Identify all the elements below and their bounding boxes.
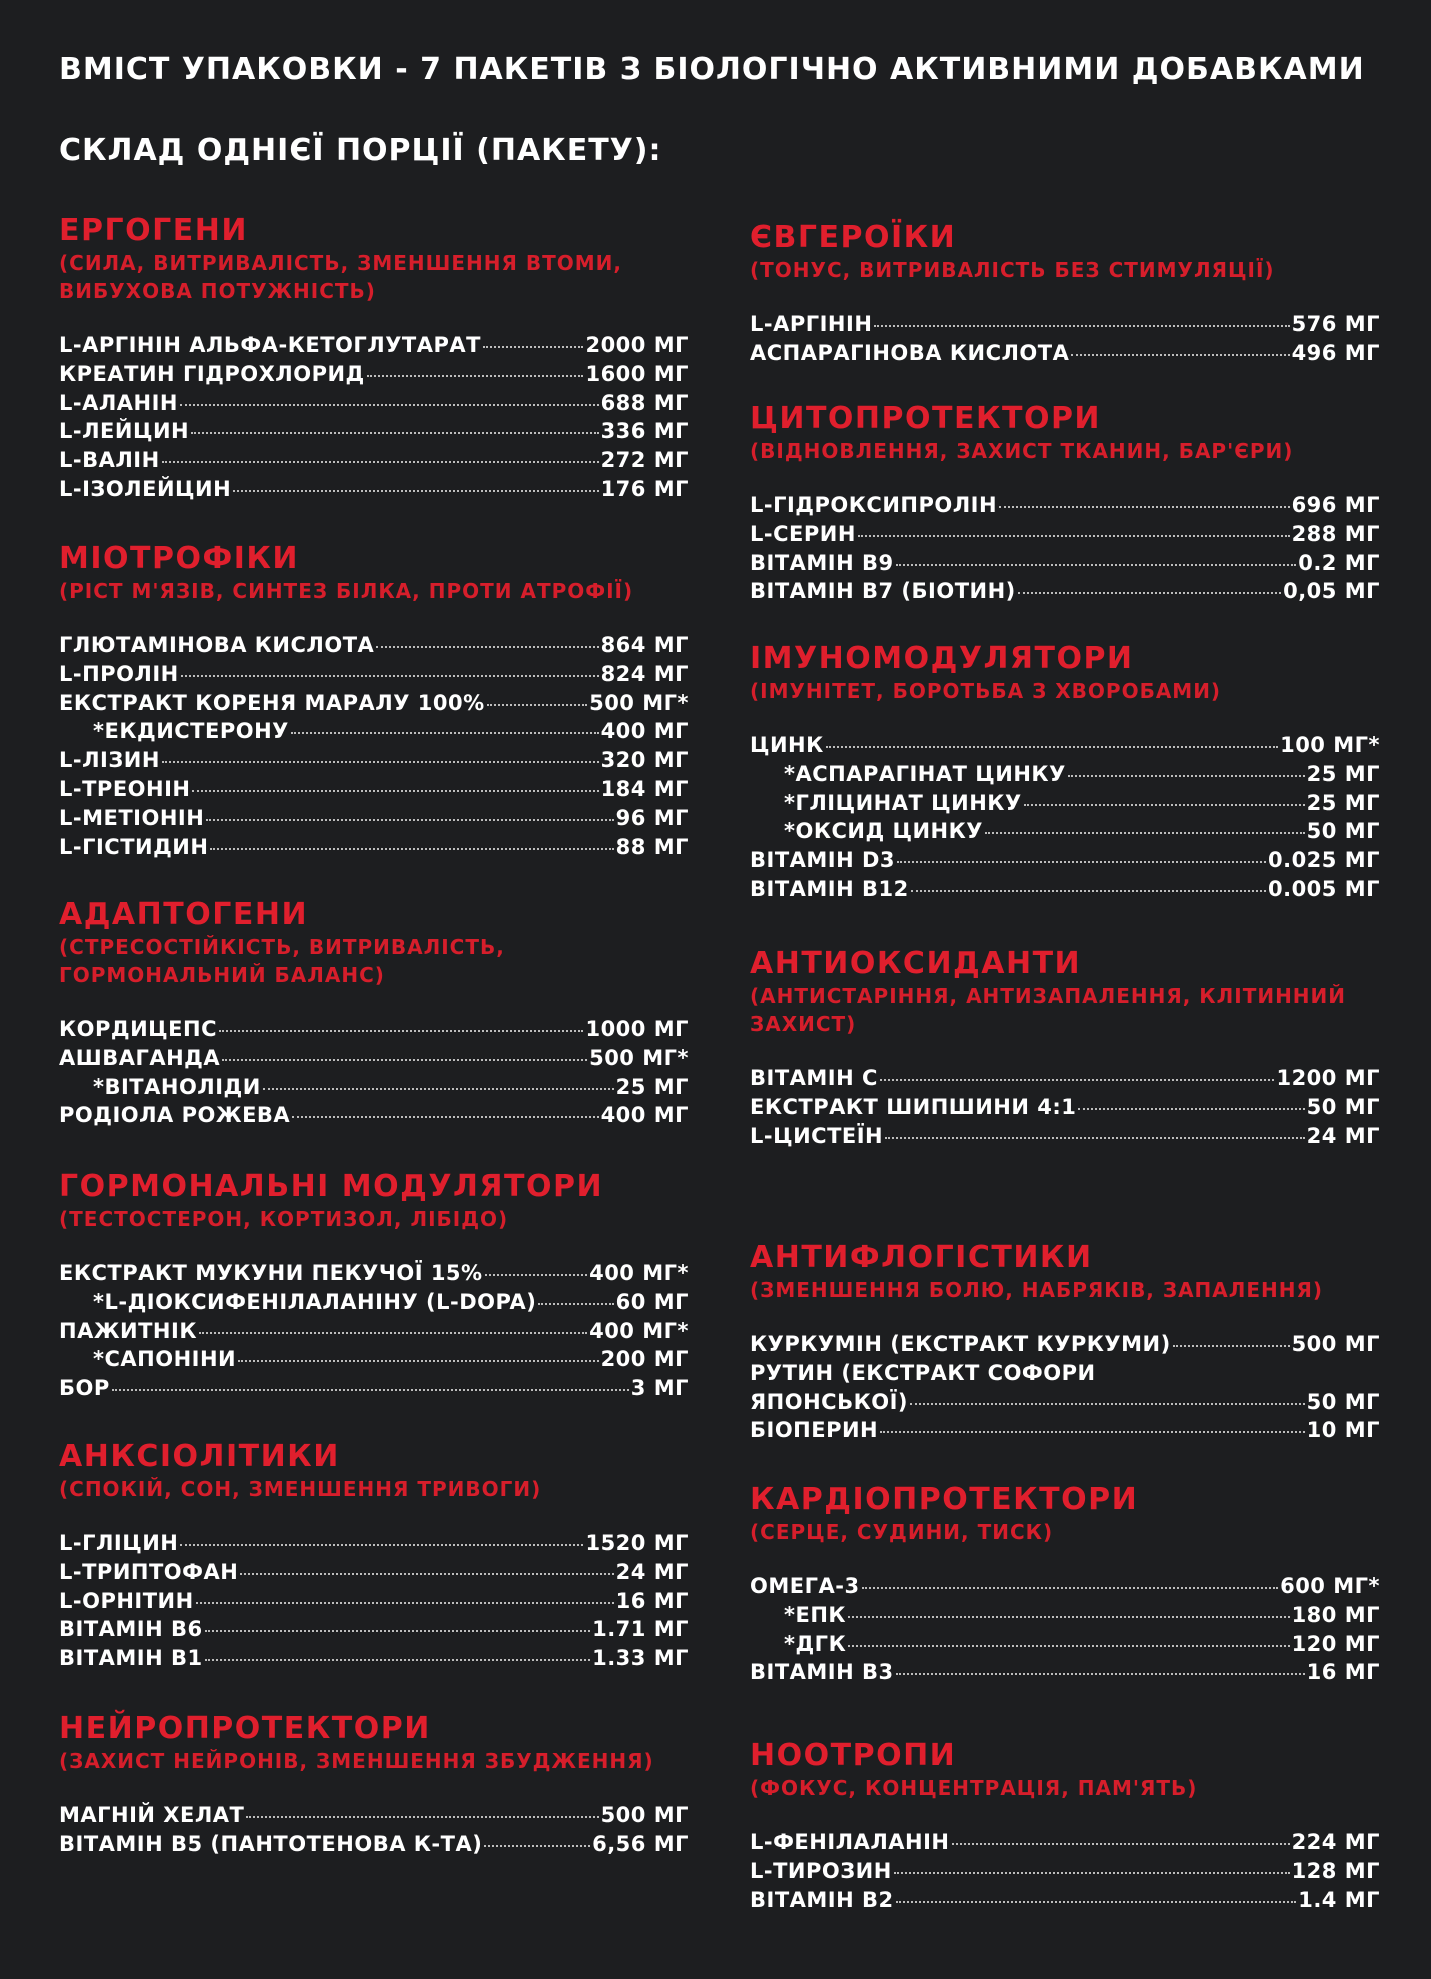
ingredient-amount: 824 МГ <box>600 661 689 686</box>
ingredient-name: КОРДИЦЕПС <box>59 1017 218 1041</box>
ingredient-name: L-ЛІЗИН <box>59 748 160 773</box>
ingredient-name: *ЕКДИСТЕРОНУ <box>93 719 289 744</box>
ingredient-subrow <box>750 817 1380 846</box>
ingredient-amount: 1200 МГ <box>1276 1066 1380 1090</box>
ingredient-name: ВІТАМІН В7 (БІОТИН) <box>750 579 1016 604</box>
dot-leader <box>199 1332 587 1334</box>
category-section <box>750 641 1380 904</box>
ingredient-row <box>59 1374 689 1403</box>
ingredient-row <box>750 577 1380 606</box>
dot-leader <box>487 704 587 706</box>
ingredient-name: ЕКСТРАКТ ШИПШИНИ 4:1 <box>750 1094 1077 1119</box>
ingredient-row <box>750 339 1380 368</box>
category-section <box>750 401 1380 606</box>
category-section <box>750 1482 1380 1687</box>
ingredient-name: ЕКСТРАКТ КОРЕНЯ МАРАЛУ 100% <box>59 690 485 715</box>
dot-leader <box>896 1901 1297 1903</box>
ingredient-name: КУРКУМІН (ЕКСТРАКТ КУРКУМИ) <box>750 1332 1171 1356</box>
category-title: КАРДІОПРОТЕКТОРИ <box>750 1482 1139 1517</box>
ingredient-row <box>59 833 689 862</box>
ingredient-row <box>59 475 689 504</box>
ingredient-row <box>750 520 1380 549</box>
category-section <box>59 897 689 1130</box>
ingredient-row <box>750 846 1380 875</box>
ingredient-name: L-ТИРОЗИН <box>750 1858 892 1883</box>
dot-leader <box>162 761 599 763</box>
ingredient-amount: 1.33 МГ <box>592 1646 689 1671</box>
category-subtitle: (ТОНУС, ВИТРИВАЛІСТЬ БЕЗ СТИМУЛЯЦІЇ) <box>750 258 1275 282</box>
dot-leader <box>210 848 613 850</box>
ingredient-amount: 400 МГ* <box>589 1261 689 1285</box>
ingredient-amount: 320 МГ <box>600 748 689 773</box>
ingredient-name: ПАЖИТНІК <box>59 1318 197 1343</box>
category-section <box>59 1439 689 1673</box>
ingredient-row <box>59 1529 689 1558</box>
dot-leader <box>897 861 1266 863</box>
ingredient-name: L-ЛЕЙЦИН <box>59 419 190 444</box>
category-title: ГОРМОНАЛЬНІ МОДУЛЯТОРИ <box>59 1169 604 1204</box>
ingredient-name: ВІТАМІН В2 <box>750 1887 894 1912</box>
category-subtitle: (ТЕСТОСТЕРОН, КОРТИЗОЛ, ЛІБІДО) <box>59 1207 509 1231</box>
ingredient-amount: 500 МГ <box>1291 1332 1380 1356</box>
dot-leader <box>205 1659 590 1661</box>
ingredient-row <box>59 389 689 418</box>
category-title: ІМУНОМОДУЛЯТОРИ <box>750 641 1134 676</box>
ingredient-name: *ГЛІЦИНАТ ЦИНКУ <box>784 790 1022 815</box>
dot-leader <box>376 646 598 648</box>
ingredient-name: L-МЕТІОНІН <box>59 805 205 830</box>
ingredient-row <box>750 1828 1380 1857</box>
dot-leader <box>538 1303 613 1305</box>
ingredient-name: L-ІЗОЛЕЙЦИН <box>59 476 232 501</box>
dot-leader <box>367 375 584 377</box>
dot-leader <box>192 790 598 792</box>
category-section <box>750 1240 1380 1445</box>
ingredient-row <box>59 804 689 833</box>
ingredient-list <box>59 1529 689 1673</box>
category-subtitle: (ЗМЕНШЕННЯ БОЛЮ, НАБРЯКІВ, ЗАПАЛЕННЯ) <box>750 1278 1324 1302</box>
ingredient-amount: 500 МГ* <box>589 690 689 715</box>
dot-leader <box>999 506 1290 508</box>
ingredient-subrow <box>750 1630 1380 1659</box>
ingredient-amount: 272 МГ <box>600 448 689 473</box>
ingredient-name: ВІТАМІН В9 <box>750 550 894 575</box>
category-title: АНКСІОЛІТИКИ <box>59 1439 340 1474</box>
ingredient-amount: 50 МГ <box>1306 1094 1380 1119</box>
ingredient-amount: 25 МГ <box>1306 790 1380 815</box>
ingredient-row <box>59 360 689 389</box>
ingredient-amount: 496 МГ <box>1291 340 1380 365</box>
category-title: АДАПТОГЕНИ <box>59 897 309 932</box>
category-subtitle: (РІСТ М'ЯЗІВ, СИНТЕЗ БІЛКА, ПРОТИ АТРОФІЇ) <box>59 579 634 603</box>
ingredient-list <box>750 1064 1380 1150</box>
ingredient-subrow <box>750 789 1380 818</box>
ingredient-subrow <box>59 1345 689 1374</box>
ingredient-row <box>750 1572 1380 1601</box>
ingredient-name: *L-ДІОКСИФЕНІЛАЛАНІНУ (L-DOPA) <box>93 1289 537 1314</box>
ingredient-amount: 24 МГ <box>1306 1123 1380 1148</box>
ingredient-row <box>750 310 1380 339</box>
ingredient-amount: 688 МГ <box>600 390 689 415</box>
ingredient-name: ЕКСТРАКТ МУКУНИ ПЕКУЧОЇ 15% <box>59 1261 483 1285</box>
ingredient-name: ВІТАМІН В12 <box>750 876 909 901</box>
ingredient-amount: 25 МГ <box>615 1074 689 1099</box>
ingredient-list <box>750 1828 1380 1914</box>
ingredient-list <box>59 1259 689 1403</box>
ingredient-amount: 25 МГ <box>1306 761 1380 786</box>
ingredient-amount: 2000 МГ <box>585 333 689 357</box>
ingredient-amount: 16 МГ <box>1306 1660 1380 1685</box>
dot-leader <box>880 1431 1305 1433</box>
ingredient-amount: 50 МГ <box>1306 1389 1380 1414</box>
ingredient-amount: 100 МГ* <box>1280 733 1380 757</box>
document-title: ВМІСТ УПАКОВКИ - 7 ПАКЕТІВ З БІОЛОГІЧНО АКТИВНИМИ ДОБАВКАМИ <box>59 52 1365 87</box>
ingredient-amount: 500 МГ <box>600 1803 689 1827</box>
ingredient-amount: 128 МГ <box>1291 1858 1380 1883</box>
category-section <box>59 1169 689 1403</box>
ingredient-name: L-ГІСТИДИН <box>59 834 209 859</box>
dot-leader <box>896 564 1297 566</box>
ingredient-name: L-ВАЛІН <box>59 448 160 473</box>
ingredient-amount: 864 МГ <box>600 633 689 657</box>
dot-leader <box>196 1602 614 1604</box>
dot-leader <box>291 732 599 734</box>
dot-leader <box>1071 354 1289 356</box>
ingredient-amount: 500 МГ* <box>589 1045 689 1070</box>
dot-leader <box>181 675 599 677</box>
ingredient-name: ВІТАМІН В6 <box>59 1617 203 1642</box>
ingredient-row <box>59 1015 689 1044</box>
dot-leader <box>205 1630 590 1632</box>
dot-leader <box>484 1845 590 1847</box>
ingredient-name: *ЕПК <box>784 1602 847 1627</box>
dot-leader <box>910 1403 1305 1405</box>
dot-leader <box>985 832 1305 834</box>
dot-leader <box>180 1544 583 1546</box>
ingredient-name: ВІТАМІН В3 <box>750 1660 894 1685</box>
ingredient-name: L-ТРЕОНІН <box>59 776 191 801</box>
ingredient-subrow <box>59 1073 689 1102</box>
ingredient-name: L-ОРНІТИН <box>59 1588 194 1613</box>
ingredient-amount: 60 МГ <box>615 1289 689 1314</box>
category-title: ЄВГЕРОЇКИ <box>750 220 957 255</box>
dot-leader <box>1068 775 1305 777</box>
ingredient-name: РУТИН (ЕКСТРАКТ СОФОРИ <box>750 1360 1096 1385</box>
dot-leader <box>240 1573 613 1575</box>
ingredient-row <box>750 1388 1380 1417</box>
category-section <box>59 213 689 504</box>
ingredient-list <box>59 631 689 861</box>
ingredient-amount: 3 МГ <box>630 1376 689 1401</box>
ingredient-amount: 696 МГ <box>1291 493 1380 517</box>
ingredient-row <box>59 660 689 689</box>
dot-leader <box>263 1088 614 1090</box>
ingredient-amount: 0.2 МГ <box>1298 550 1380 575</box>
dot-leader <box>1018 592 1281 594</box>
ingredient-name: L-ГІДРОКСИПРОЛІН <box>750 493 998 517</box>
dot-leader <box>1078 1108 1304 1110</box>
dot-leader <box>180 404 599 406</box>
ingredient-row <box>59 775 689 804</box>
dot-leader <box>874 325 1289 327</box>
category-title: НЕЙРОПРОТЕКТОРИ <box>59 1711 431 1746</box>
dot-leader <box>1024 804 1305 806</box>
dot-leader <box>862 1587 1279 1589</box>
ingredient-name: МАГНІЙ ХЕЛАТ <box>59 1803 245 1827</box>
ingredient-amount: 1.4 МГ <box>1298 1887 1380 1912</box>
ingredient-row <box>750 1122 1380 1151</box>
dot-leader <box>848 1645 1289 1647</box>
ingredient-name: L-АРГІНІН <box>750 312 873 336</box>
dot-leader <box>485 1274 587 1276</box>
ingredient-name: L-ПРОЛІН <box>59 661 179 686</box>
ingredient-amount: 16 МГ <box>615 1588 689 1613</box>
ingredient-name: *ДГК <box>784 1631 847 1656</box>
ingredient-name: БОР <box>59 1376 110 1401</box>
category-title: НООТРОПИ <box>750 1738 957 1773</box>
ingredient-row <box>59 746 689 775</box>
ingredient-row <box>59 689 689 718</box>
ingredient-amount: 0.005 МГ <box>1267 876 1380 901</box>
ingredient-amount: 288 МГ <box>1291 521 1380 546</box>
category-section <box>750 946 1380 1150</box>
ingredient-row <box>59 1317 689 1346</box>
ingredient-amount: 400 МГ* <box>589 1318 689 1343</box>
category-section <box>750 1738 1380 1914</box>
ingredient-row <box>750 1093 1380 1122</box>
ingredient-row <box>750 875 1380 904</box>
ingredient-row <box>59 1587 689 1616</box>
ingredient-amount: 50 МГ <box>1306 819 1380 844</box>
ingredient-row <box>750 491 1380 520</box>
ingredient-amount: 224 МГ <box>1291 1830 1380 1854</box>
category-subtitle: (ЗАХИСТ НЕЙРОНІВ, ЗМЕНШЕННЯ ЗБУДЖЕННЯ) <box>59 1749 654 1773</box>
ingredient-name: АШВАГАНДА <box>59 1045 221 1070</box>
category-section <box>59 541 689 861</box>
ingredient-name: РОДІОЛА РОЖЕВА <box>59 1103 291 1128</box>
ingredient-row <box>59 631 689 660</box>
ingredient-amount: 88 МГ <box>615 834 689 859</box>
serving-heading: СКЛАД ОДНІЄЇ ПОРЦІЇ (ПАКЕТУ): <box>59 133 662 168</box>
dot-leader <box>191 432 598 434</box>
ingredient-row <box>750 1064 1380 1093</box>
ingredient-list <box>59 1015 689 1130</box>
ingredient-row <box>750 1658 1380 1687</box>
category-subtitle: (СТРЕСОСТІЙКІСТЬ, ВИТРИВАЛІСТЬ, ГОРМОНАЛЬНИЙ БАЛАНС) <box>59 935 505 987</box>
dot-leader <box>112 1389 629 1391</box>
ingredient-list <box>59 1801 689 1859</box>
ingredient-name: ОМЕГА-3 <box>750 1574 860 1598</box>
dot-leader <box>233 490 598 492</box>
ingredient-name: *ВІТАНОЛІДИ <box>93 1074 261 1099</box>
ingredient-name: *ОКСИД ЦИНКУ <box>784 819 983 844</box>
ingredient-list <box>750 310 1380 368</box>
ingredient-name: АСПАРАГІНОВА КИСЛОТА <box>750 340 1070 365</box>
ingredient-name: ГЛЮТАМІНОВА КИСЛОТА <box>59 633 375 657</box>
ingredient-amount: 24 МГ <box>615 1559 689 1584</box>
dot-leader <box>894 1872 1290 1874</box>
ingredient-amount: 600 МГ* <box>1280 1574 1380 1598</box>
ingredient-list <box>750 1572 1380 1687</box>
ingredient-amount: 1000 МГ <box>585 1017 689 1041</box>
ingredient-name: ЯПОНСЬКОЇ) <box>750 1389 909 1414</box>
ingredient-amount: 400 МГ <box>600 1103 689 1128</box>
dot-leader <box>246 1816 598 1818</box>
category-title: АНТИОКСИДАНТИ <box>750 946 1082 981</box>
ingredient-row <box>59 1644 689 1673</box>
category-subtitle: (ФОКУС, КОНЦЕНТРАЦІЯ, ПАМ'ЯТЬ) <box>750 1776 1198 1800</box>
ingredient-name: L-ФЕНІЛАЛАНІН <box>750 1830 950 1854</box>
category-section <box>59 1711 689 1859</box>
category-title: АНТИФЛОГІСТИКИ <box>750 1240 1093 1275</box>
ingredient-amount: 1.71 МГ <box>592 1617 689 1642</box>
dot-leader <box>911 890 1266 892</box>
ingredient-amount: 6,56 МГ <box>592 1831 689 1856</box>
category-title: ЦИТОПРОТЕКТОРИ <box>750 401 1102 436</box>
ingredient-amount: 1600 МГ <box>585 361 689 386</box>
dot-leader <box>885 1137 1305 1139</box>
ingredient-name: L-АЛАНІН <box>59 390 179 415</box>
ingredient-row <box>59 417 689 446</box>
ingredient-row <box>59 331 689 360</box>
ingredient-name: ВІТАМІН В1 <box>59 1646 203 1671</box>
ingredient-name: *АСПАРАГІНАТ ЦИНКУ <box>784 761 1066 786</box>
ingredient-name: L-ЦИСТЕЇН <box>750 1123 884 1148</box>
ingredient-amount: 0.025 МГ <box>1267 848 1380 873</box>
ingredient-name: L-СЕРИН <box>750 521 856 546</box>
ingredient-row <box>750 1359 1380 1388</box>
dot-leader <box>896 1673 1305 1675</box>
category-title: МІОТРОФІКИ <box>59 541 300 576</box>
dot-leader <box>848 1616 1289 1618</box>
ingredient-list <box>750 731 1380 904</box>
ingredient-row <box>59 1044 689 1073</box>
ingredient-row <box>59 1830 689 1859</box>
category-subtitle: (СЕРЦЕ, СУДИНИ, ТИСК) <box>750 1520 1054 1544</box>
ingredient-name: ЦИНК <box>750 733 824 757</box>
ingredient-row <box>59 1615 689 1644</box>
ingredient-name: КРЕАТИН ГІДРОХЛОРИД <box>59 361 365 386</box>
ingredient-amount: 180 МГ <box>1291 1602 1380 1627</box>
ingredient-subrow <box>750 760 1380 789</box>
ingredient-row <box>59 1259 689 1288</box>
dot-leader <box>880 1079 1275 1081</box>
dot-leader <box>206 819 613 821</box>
category-subtitle: (СИЛА, ВИТРИВАЛІСТЬ, ЗМЕНШЕННЯ ВТОМИ, ВИБУХОВА ПОТУЖНІСТЬ) <box>59 251 622 303</box>
category-subtitle: (СПОКІЙ, СОН, ЗМЕНШЕННЯ ТРИВОГИ) <box>59 1477 542 1501</box>
ingredient-amount: 400 МГ <box>600 719 689 744</box>
ingredient-row <box>750 549 1380 578</box>
ingredient-amount: 184 МГ <box>600 776 689 801</box>
ingredient-row <box>59 446 689 475</box>
dot-leader <box>292 1116 598 1118</box>
ingredient-subrow <box>59 1288 689 1317</box>
ingredient-amount: 336 МГ <box>600 419 689 444</box>
ingredient-amount: 0,05 МГ <box>1283 579 1380 604</box>
ingredient-row <box>59 1801 689 1830</box>
ingredient-amount: 200 МГ <box>600 1347 689 1372</box>
category-title: ЕРГОГЕНИ <box>59 213 248 248</box>
ingredient-list <box>59 331 689 504</box>
ingredient-subrow <box>750 1601 1380 1630</box>
ingredient-amount: 176 МГ <box>600 476 689 501</box>
ingredient-amount: 10 МГ <box>1306 1418 1380 1443</box>
ingredient-name: L-ГЛІЦИН <box>59 1531 179 1555</box>
ingredient-name: L-АРГІНІН АЛЬФА-КЕТОГЛУТАРАТ <box>59 333 481 357</box>
ingredient-subrow <box>59 717 689 746</box>
dot-leader <box>483 346 584 348</box>
dot-leader <box>162 461 599 463</box>
ingredient-name: ВІТАМІН С <box>750 1066 878 1090</box>
dot-leader <box>219 1030 583 1032</box>
category-subtitle: (АНТИСТАРІННЯ, АНТИЗАПАЛЕННЯ, КЛІТИННИЙ ЗАХИСТ) <box>750 984 1347 1036</box>
dot-leader <box>826 746 1278 748</box>
ingredient-row <box>59 1101 689 1130</box>
ingredient-row <box>750 1857 1380 1886</box>
ingredient-row <box>750 1416 1380 1445</box>
ingredient-row <box>750 1330 1380 1359</box>
dot-leader <box>858 535 1290 537</box>
ingredient-amount: 96 МГ <box>615 805 689 830</box>
ingredient-name: БІОПЕРИН <box>750 1418 879 1443</box>
ingredient-list <box>750 491 1380 606</box>
dot-leader <box>222 1059 587 1061</box>
ingredient-name: *САПОНІНИ <box>93 1347 237 1372</box>
ingredient-list <box>750 1330 1380 1445</box>
category-subtitle: (ВІДНОВЛЕННЯ, ЗАХИСТ ТКАНИН, БАР'ЄРИ) <box>750 439 1294 463</box>
ingredient-amount: 1520 МГ <box>585 1531 689 1555</box>
category-subtitle: (ІМУНІТЕТ, БОРОТЬБА З ХВОРОБАМИ) <box>750 679 1222 703</box>
ingredient-name: ВІТАМІН D3 <box>750 848 896 873</box>
category-section <box>750 220 1380 368</box>
ingredient-name: ВІТАМІН В5 (ПАНТОТЕНОВА К-ТА) <box>59 1831 483 1856</box>
ingredient-row <box>750 731 1380 760</box>
dot-leader <box>238 1360 598 1362</box>
dot-leader <box>952 1843 1290 1845</box>
ingredient-row <box>59 1558 689 1587</box>
ingredient-row <box>750 1886 1380 1915</box>
dot-leader <box>1173 1345 1290 1347</box>
ingredient-name: L-ТРИПТОФАН <box>59 1559 239 1584</box>
ingredient-amount: 120 МГ <box>1291 1631 1380 1656</box>
ingredient-amount: 576 МГ <box>1291 312 1380 336</box>
